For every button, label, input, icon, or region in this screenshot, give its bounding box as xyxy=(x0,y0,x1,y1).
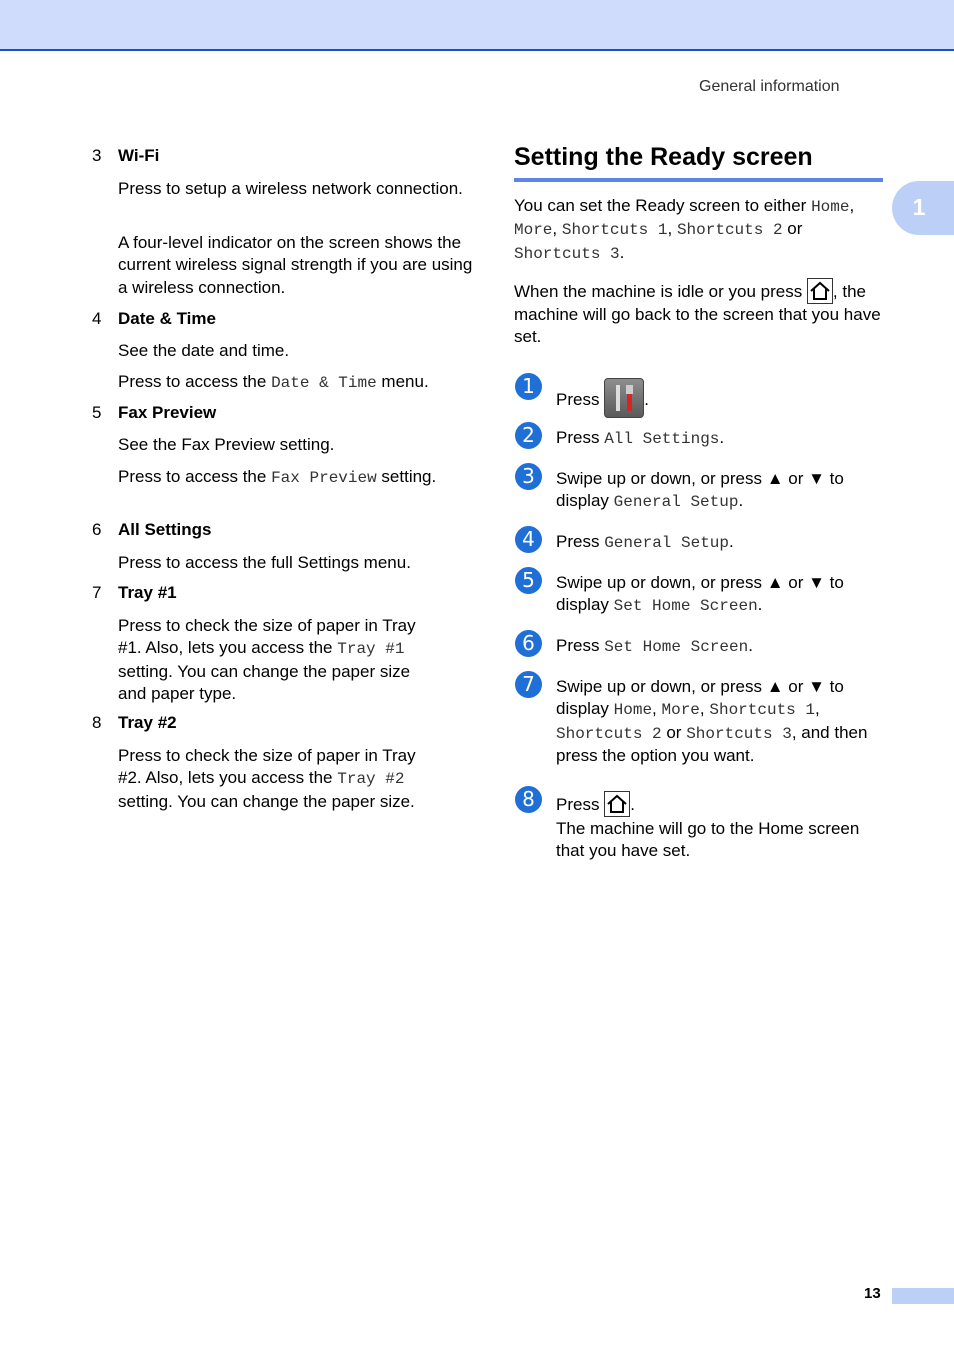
section-title: Setting the Ready screen xyxy=(514,143,813,171)
step-note: The machine will go to the Home screen that you have set. xyxy=(556,819,860,861)
item-title: Tray #2 xyxy=(118,713,177,732)
item-description: Press to setup a wireless network connection. xyxy=(118,179,463,198)
item-description: Press to check the size of paper in Tray #2. Also, lets you access the Tray #2 setting. You can change the paper size. xyxy=(118,746,416,811)
step-number: 8 xyxy=(515,786,542,813)
step-number: 2 xyxy=(515,422,542,449)
step-text: Press . xyxy=(556,791,886,817)
home-icon xyxy=(604,791,630,817)
page-number: 13 xyxy=(864,1285,881,1302)
home-icon xyxy=(807,278,833,304)
item-number: 7 xyxy=(92,583,102,602)
intro-paragraph: You can set the Ready screen to either Home, More, Shortcuts 1, Shortcuts 2 or Shortcuts 3. xyxy=(514,196,855,263)
step-number: 7 xyxy=(515,671,542,698)
step-text: Swipe up or down, or press ▲ or ▼ to display Home, More, Shortcuts 1, Shortcuts 2 or Shortcuts 3, and then press the option you want. xyxy=(556,677,868,766)
item-description: Press to access the Fax Preview setting. xyxy=(118,467,437,487)
item-title: Tray #1 xyxy=(118,583,177,602)
idle-paragraph: When the machine is idle or you press , the machine will go back to the screen that you have set. xyxy=(514,278,886,349)
item-description: See the date and time. xyxy=(118,341,290,360)
step-number: 5 xyxy=(515,567,542,594)
title-underline xyxy=(514,178,883,182)
step-number: 6 xyxy=(515,630,542,657)
chapter-tab xyxy=(892,181,954,235)
item-description: A four-level indicator on the screen shows the current wireless signal strength if you are using a wireless connection. xyxy=(118,233,473,297)
page-number-bar xyxy=(892,1288,954,1304)
item-number: 8 xyxy=(92,713,102,732)
item-number: 6 xyxy=(92,520,102,539)
item-title: Fax Preview xyxy=(118,403,217,422)
item-description: Press to check the size of paper in Tray #1. Also, lets you access the Tray #1 setting. You can change the paper size and paper type. xyxy=(118,616,416,704)
step-number: 4 xyxy=(515,526,542,553)
step-text: Swipe up or down, or press ▲ or ▼ to display General Setup. xyxy=(556,469,844,512)
step-text: Press General Setup. xyxy=(556,532,734,552)
item-title: Date & Time xyxy=(118,309,216,328)
running-header: General information xyxy=(699,78,840,95)
item-number: 3 xyxy=(92,146,102,165)
step-number: 3 xyxy=(515,463,542,490)
step-text: Press . xyxy=(556,378,886,418)
top-band xyxy=(0,0,954,51)
item-description: Press to access the full Settings menu. xyxy=(118,553,411,572)
item-number: 4 xyxy=(92,309,102,328)
item-description: See the Fax Preview setting. xyxy=(118,435,335,454)
item-title: All Settings xyxy=(118,520,212,539)
item-number: 5 xyxy=(92,403,102,422)
step-number: 1 xyxy=(515,373,542,400)
settings-tools-icon xyxy=(604,378,644,418)
step-text: Press Set Home Screen. xyxy=(556,636,753,656)
step-text: Press All Settings. xyxy=(556,428,725,448)
item-title: Wi-Fi xyxy=(118,146,160,165)
item-description: Press to access the Date & Time menu. xyxy=(118,372,429,392)
chapter-number: 1 xyxy=(912,194,926,220)
step-text: Swipe up or down, or press ▲ or ▼ to display Set Home Screen. xyxy=(556,573,844,616)
